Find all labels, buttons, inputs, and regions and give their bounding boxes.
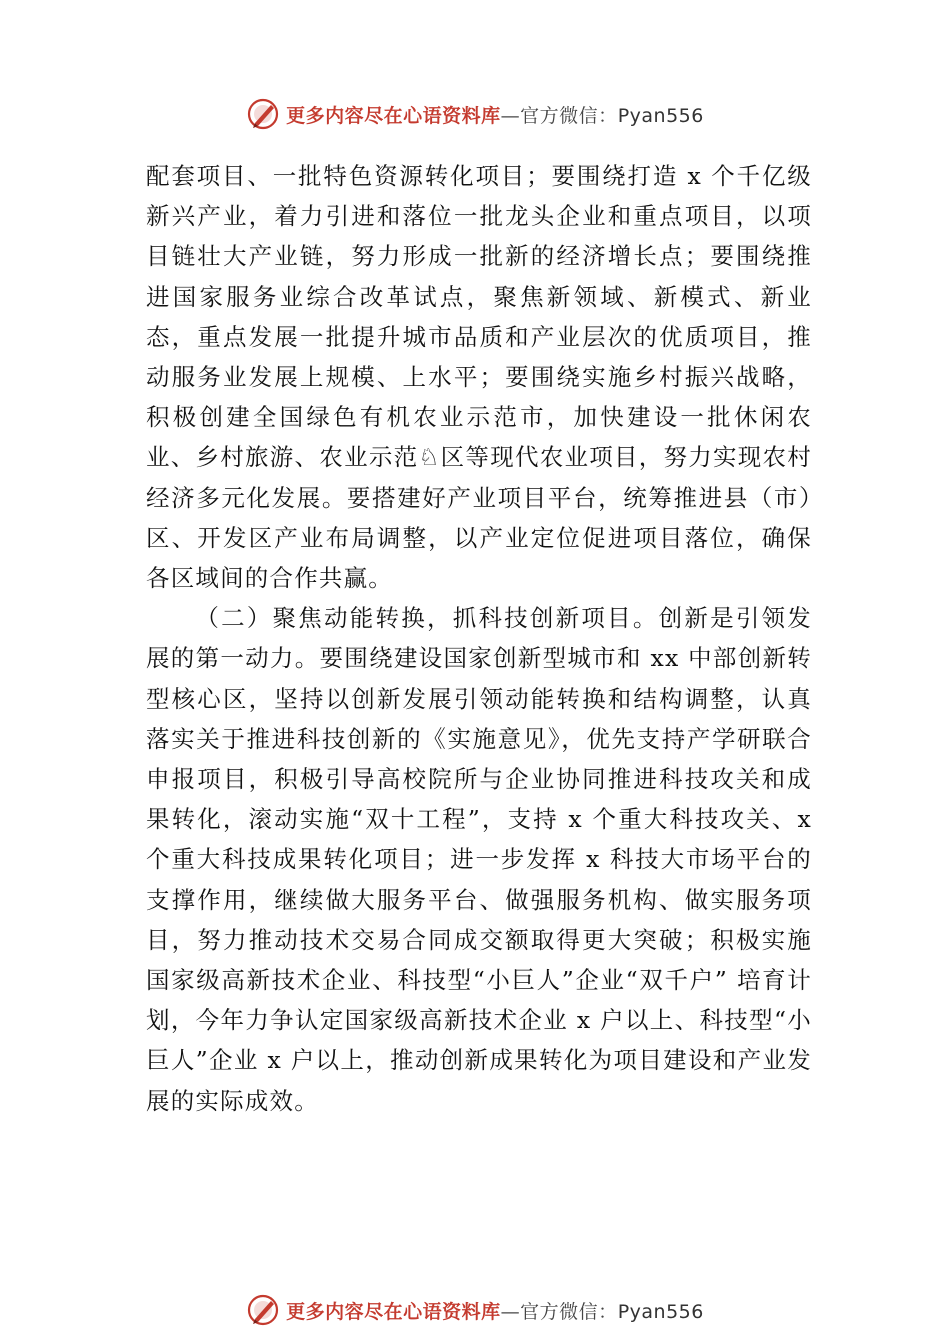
brand-text: 更多内容尽在心语资料库 — [286, 1300, 501, 1323]
wechat-id: Pyan556 — [617, 1300, 704, 1323]
separator: — — [500, 104, 521, 127]
pen-logo-icon — [246, 1293, 280, 1327]
paragraph-continued: 配套项目、一批特色资源转化项目；要围绕打造 x 个千亿级新兴产业，着力引进和落位一批龙头企业和重点项目，以项目链壮大产业链，努力形成一批新的经济增长点；要围绕推进国家服务业综合改革试点，聚焦新领域、新模式、新业态，重点发展一批提升城市品质和产业层次的优质项目，推动服务业发展上规模、上水平；要围绕实施乡村振兴战略，积极创建全国绿色有机农业示范市，加快建设一批休闲农业、乡村旅游、农业示范♘区等现代农业项目，努力实现农村经济多元化发展。要搭建好产业项目平台，统筹推进县（市）区、开发区产业布局调整，以产业定位促进项目落位，确保各区域间的合作共赢。 — [146, 162, 812, 593]
wechat-label: 官方微信： — [520, 1300, 618, 1323]
brand-text: 更多内容尽在心语资料库 — [286, 104, 501, 127]
footer-banner — [0, 1290, 950, 1330]
wechat-label: 官方微信： — [520, 104, 618, 127]
header-banner-text — [286, 101, 704, 128]
wechat-id: Pyan556 — [617, 104, 704, 127]
footer-banner-text — [286, 1297, 704, 1324]
separator: — — [500, 1300, 521, 1323]
header-banner — [0, 94, 950, 134]
paragraph-section-2: （二）聚焦动能转换，抓科技创新项目。创新是引领发展的第一动力。要围绕建设国家创新型城市和 xx 中部创新转型核心区，坚持以创新发展引领动能转换和结构调整，认真落实关于推进科技创新的《实施意见》，优先支持产学研联合申报项目，积极引导高校院所与企业协同推进科技攻关和成果转化，滚动实施“双十工程”，支持 x 个重大科技攻关、x 个重大科技成果转化项目；进一步发挥 x 科技大市场平台的支撑作用，继续做大服务平台、做强服务机构、做实服务项目，努力推动技术交易合同成交额取得更大突破；积极实施国家级高新技术企业、科技型“小巨人”企业“双千户” 培育计划，今年力争认定国家级高新技术企业 x 户以上、科技型“小巨人”企业 x 户以上，推动创新成果转化为项目建设和产业发展的实际成效。 — [146, 604, 812, 1115]
pen-logo-icon — [246, 97, 280, 131]
document-body — [146, 156, 812, 1121]
